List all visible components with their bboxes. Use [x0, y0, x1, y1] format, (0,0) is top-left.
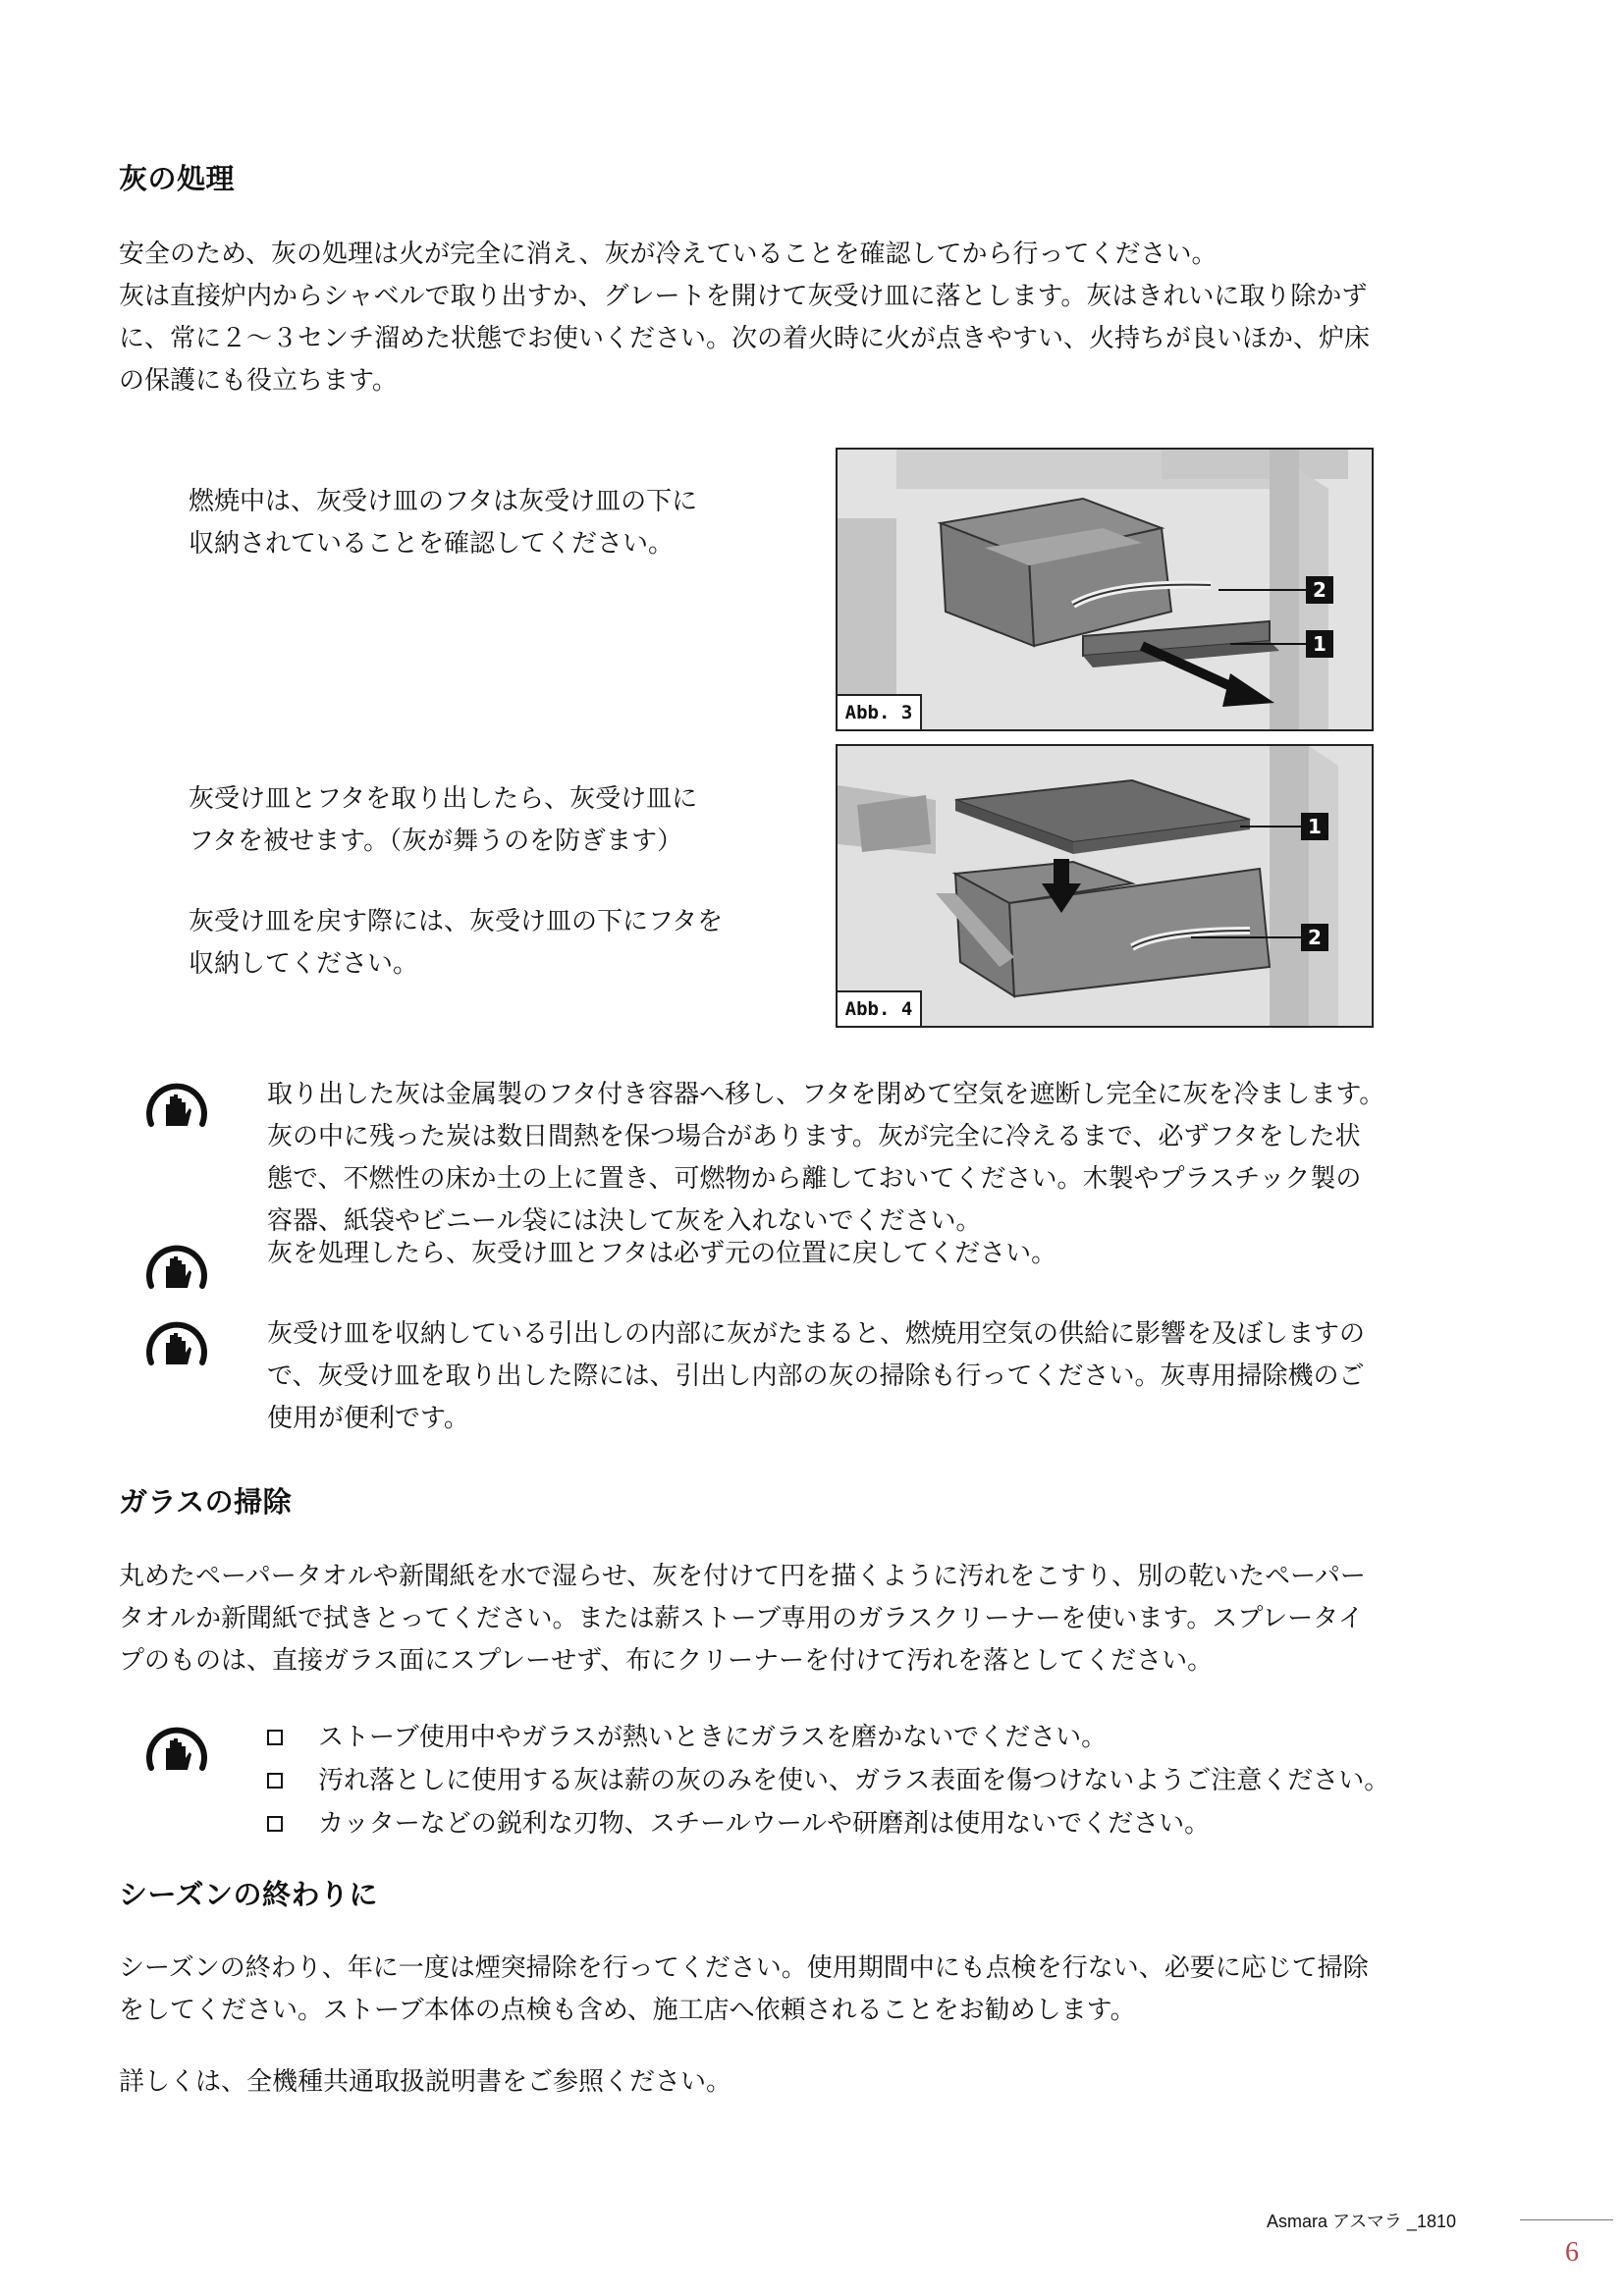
fig3-label: Abb. 3 — [838, 694, 922, 729]
paragraph-line: に、常に２～３センチ溜めた状態でお使いください。次の着火時に火が点きやすい、火持ちが良いほか、炉床 — [119, 324, 1371, 353]
caption-line: 灰受け皿とフタを取り出したら、灰受け皿に — [189, 784, 698, 814]
caption-line: 収納されていることを確認してください。 — [189, 529, 675, 559]
bullet-text: ストーブ使用中やガラスが熱いときにガラスを磨かないでください。 — [318, 1723, 1108, 1752]
fig4-marker-2: 2 — [1301, 924, 1328, 951]
hand-caution-icon — [137, 1711, 216, 1789]
checkbox-bullet-icon — [267, 1816, 283, 1832]
footer-brand: Asmara アスマラ _1810 — [1267, 2212, 1456, 2231]
bullet-text: 汚れ落としに使用する灰は薪の灰のみを使い、ガラス表面を傷つけないようご注意ください。 — [318, 1766, 1390, 1795]
ash-pan-lid-illustration — [838, 746, 1372, 1026]
ash-intro-paragraph — [119, 234, 1370, 402]
hand-caution-icon — [137, 1067, 216, 1146]
note-line: 容器、紙袋やビニール袋には決して灰を入れないでください。 — [267, 1206, 982, 1236]
fig4-label: Abb. 4 — [838, 990, 922, 1026]
note-line: 灰を処理したら、灰受け皿とフタは必ず元の位置に戻してください。 — [267, 1239, 1057, 1268]
paragraph-line: 灰は直接炉内からシャベルで取り出すか、グレートを開けて灰受け皿に落とします。灰はきれいに取り除かず — [119, 282, 1368, 311]
section-title-ash: 灰の処理 — [119, 162, 236, 195]
page-number: 6 — [1565, 2237, 1579, 2268]
note-line: 取り出した灰は金属製のフタ付き容器へ移し、フタを閉めて空気を遮断し完全に灰を冷まします。 — [267, 1080, 1385, 1109]
fig4-caption-a — [189, 778, 697, 863]
figure-abb-3 — [836, 448, 1374, 731]
paragraph-line: の保護にも役立ちます。 — [119, 366, 398, 396]
caption-line: 燃焼中は、灰受け皿のフタは灰受け皿の下に — [189, 487, 698, 516]
paragraph-line: 丸めたペーパータオルや新聞紙を水で湿らせ、灰を付けて円を描くように汚れをこすり、別の乾いたペーパー — [119, 1562, 1366, 1591]
hand-caution-icon — [137, 1306, 216, 1384]
checkbox-bullet-icon — [267, 1773, 283, 1789]
season-paragraph — [119, 1948, 1369, 2032]
glass-bullet-list — [267, 1716, 1389, 1845]
fig4-marker-1: 1 — [1301, 813, 1328, 840]
section-title-season: シーズンの終わりに — [119, 1878, 379, 1911]
caption-line: 灰受け皿を戻す際には、灰受け皿の下にフタを — [189, 907, 724, 936]
ash-note-2 — [267, 1233, 1056, 1275]
ash-note-1 — [267, 1074, 1384, 1243]
paragraph-line: をしてください。ストーブ本体の点検も含め、施工店へ依頼されることをお勧めします。 — [119, 1996, 1136, 2025]
list-item — [267, 1802, 1389, 1845]
glass-paragraph — [119, 1556, 1366, 1682]
note-line: 灰の中に残った炭は数日間熱を保つ場合があります。灰が完全に冷えるまで、必ずフタをした状 — [267, 1122, 1361, 1151]
note-line: 態で、不燃性の床か土の上に置き、可燃物から離しておいてください。木製やプラスチック製の — [267, 1164, 1362, 1194]
ash-pan-drawer-illustration — [838, 450, 1372, 729]
caption-line: 収納してください。 — [189, 949, 419, 979]
fig4-caption-b — [189, 901, 723, 986]
fig3-marker-2: 2 — [1306, 576, 1333, 604]
ash-note-3 — [267, 1313, 1365, 1440]
bullet-text: カッターなどの鋭利な刃物、スチールウールや研磨剤は使用ないでください。 — [318, 1809, 1211, 1839]
section-title-glass: ガラスの掃除 — [119, 1485, 293, 1519]
list-item — [267, 1759, 1389, 1802]
caption-line: フタを被せます。（灰が舞うのを防ぎます） — [189, 827, 683, 856]
closing-paragraph: 詳しくは、全機種共通取扱説明書をご参照ください。 — [119, 2067, 732, 2097]
paragraph-line: シーズンの終わり、年に一度は煙突掃除を行ってください。使用期間中にも点検を行ない、必要に応じて掃除 — [119, 1953, 1369, 1983]
paragraph-line: プのものは、直接ガラス面にスプレーせず、布にクリーナーを付けて汚れを落としてください。 — [119, 1646, 1214, 1676]
note-line: 灰受け皿を収納している引出しの内部に灰がたまると、燃焼用空気の供給に影響を及ぼしますの — [267, 1319, 1366, 1349]
figure-abb-4 — [836, 744, 1374, 1028]
paragraph-line: タオルか新聞紙で拭きとってください。または薪ストーブ専用のガラスクリーナーを使います。スプレータイ — [119, 1604, 1364, 1633]
hand-caution-icon — [137, 1229, 216, 1308]
note-line: 使用が便利です。 — [267, 1404, 469, 1433]
checkbox-bullet-icon — [267, 1730, 283, 1745]
paragraph-line: 安全のため、灰の処理は火が完全に消え、灰が冷えていることを確認してから行ってください。 — [119, 240, 1218, 269]
footer-divider — [1520, 2219, 1613, 2220]
fig3-marker-1: 1 — [1306, 630, 1333, 658]
fig3-caption — [189, 481, 697, 565]
list-item — [267, 1716, 1389, 1759]
note-line: で、灰受け皿を取り出した際には、引出し内部の灰の掃除も行ってください。灰専用掃除機のご — [267, 1362, 1365, 1391]
